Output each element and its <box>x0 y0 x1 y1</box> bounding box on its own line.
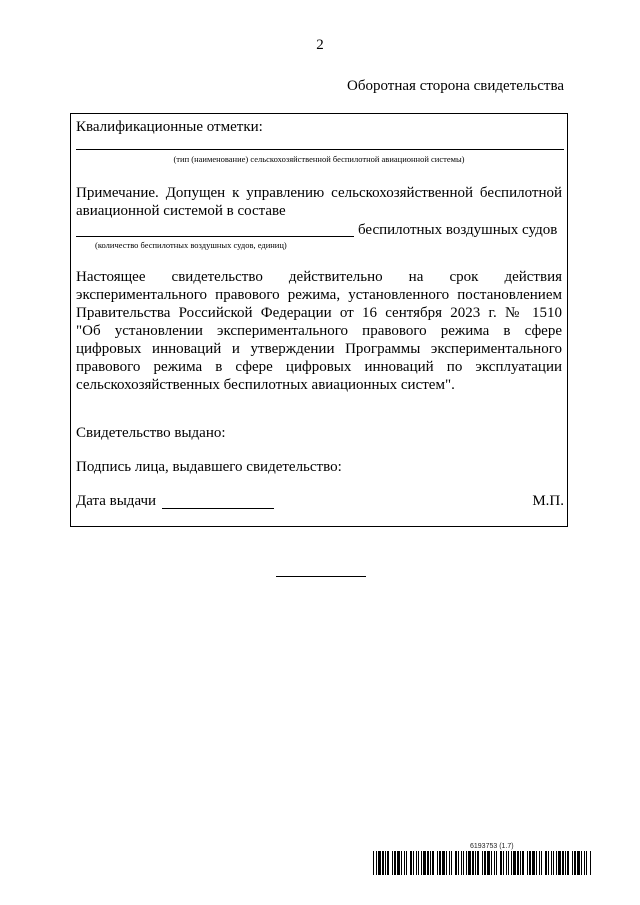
certificate-box <box>70 113 568 527</box>
qualification-caption: (тип (наименование) сельскохозяйственной беспилотной авиационной системы) <box>173 154 465 164</box>
issue-date-fill-line <box>162 508 274 509</box>
validity-line-1: Настоящее свидетельство действительно на срок действия <box>76 269 562 285</box>
document-code: 6193753 (1.7) <box>470 843 514 850</box>
validity-line-4: "Об установлении экспериментального правового режима в сфере <box>76 323 562 339</box>
validity-line-7: сельскохозяйственных беспилотных авиационных систем". <box>76 377 455 393</box>
reverse-side-label: Оборотная сторона свидетельства <box>347 78 564 94</box>
validity-line-6: правового режима в сфере цифровых инноваций по эксплуатации <box>76 359 562 375</box>
qualification-label: Квалификационные отметки: <box>76 119 263 135</box>
page-number: 2 <box>316 37 324 53</box>
note-line-1: Примечание. Допущен к управлению сельскохозяйственной беспилотной <box>76 185 562 201</box>
aircraft-count-fill-line <box>76 236 354 237</box>
issue-date-label: Дата выдачи <box>76 493 157 509</box>
issued-to-label: Свидетельство выдано: <box>76 425 226 441</box>
barcode-icon <box>373 851 591 875</box>
validity-line-5: цифровых инноваций и утверждении Программы экспериментального <box>76 341 562 357</box>
validity-line-2: экспериментального правового режима, установленного постановлением <box>76 287 562 303</box>
note-line-2: авиационной системой в составе <box>76 203 286 219</box>
validity-line-3: Правительства Российской Федерации от 16 сентября 2023 г. № 1510 <box>76 305 562 321</box>
qualification-fill-line <box>76 149 564 150</box>
signature-label: Подпись лица, выдавшего свидетельство: <box>76 459 342 475</box>
seal-label: М.П. <box>532 493 564 509</box>
note-suffix: беспилотных воздушных судов <box>358 222 558 238</box>
closing-rule <box>276 576 366 577</box>
aircraft-count-caption: (количество беспилотных воздушных судов, единиц) <box>95 240 287 250</box>
